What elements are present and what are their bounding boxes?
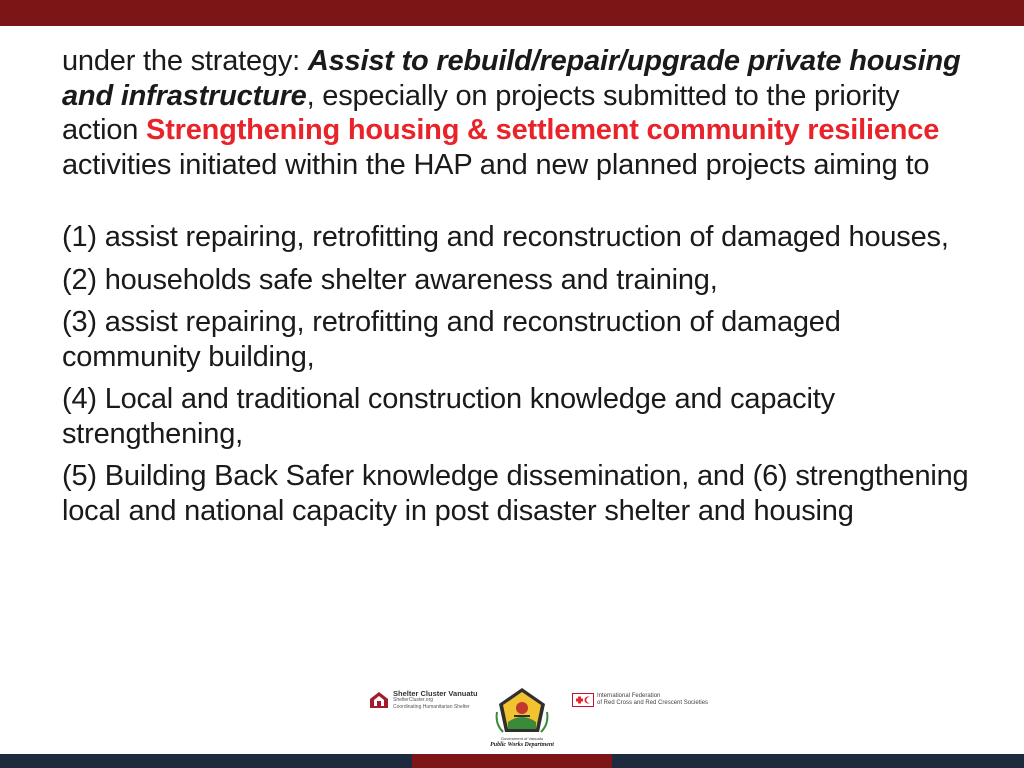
list-item-1: (1) assist repairing, retrofitting and reconstruction of damaged houses, [62, 221, 949, 253]
intro-suffix: activities initiated within the HAP and new planned projects aiming to [62, 148, 930, 181]
shelter-cluster-house-icon [368, 690, 390, 710]
bottom-strip-left [0, 754, 412, 768]
list-item-3: (3) assist repairing, retrofitting and reconstruction of damaged community building, [62, 306, 841, 373]
top-accent-bar [0, 0, 1024, 26]
slide-content [62, 44, 982, 536]
bottom-accent-strip [0, 754, 1024, 768]
intro-mid: , especially on projects submitted to the priority action [62, 79, 900, 146]
public-works-logo [486, 686, 558, 754]
list-item-5: (5) Building Back Safer knowledge dissemination, and (6) strengthening local and national capacity in post disaster shelter and housing [62, 460, 969, 527]
intro-prefix: under the strategy: [62, 45, 308, 77]
shelter-cluster-logo [368, 690, 478, 718]
bottom-strip-center [412, 754, 612, 768]
shelter-cluster-name: Shelter Cluster Vanuatu [393, 689, 478, 698]
shelter-cluster-site: ShelterCluster.org [393, 697, 434, 703]
ifrc-logo [572, 690, 720, 710]
ifrc-name-line1: International Federation [597, 693, 661, 699]
public-works-name: Public Works Department [490, 742, 554, 748]
partner-logos [360, 686, 720, 754]
intro-paragraph [62, 44, 982, 182]
ifrc-name-line2: of Red Cross and Red Crescent Societies [597, 700, 709, 706]
strategy-title: Assist to rebuild/repair/upgrade private housing and infrastructure [62, 45, 961, 112]
list-item-2: (2) households safe shelter awareness and training, [62, 263, 718, 296]
priority-action-title: Strengthening housing & settlement community resilience [146, 114, 940, 146]
red-cross-crescent-icon [572, 693, 594, 707]
public-works-seal-icon [495, 686, 549, 736]
shelter-cluster-tagline: Coordinating Humanitarian Shelter [393, 704, 470, 710]
list-item-4: (4) Local and traditional construction knowledge and capacity strengthening, [62, 383, 835, 450]
public-works-government: Government of Vanuatu [500, 736, 544, 741]
bottom-strip-right [612, 754, 1024, 768]
